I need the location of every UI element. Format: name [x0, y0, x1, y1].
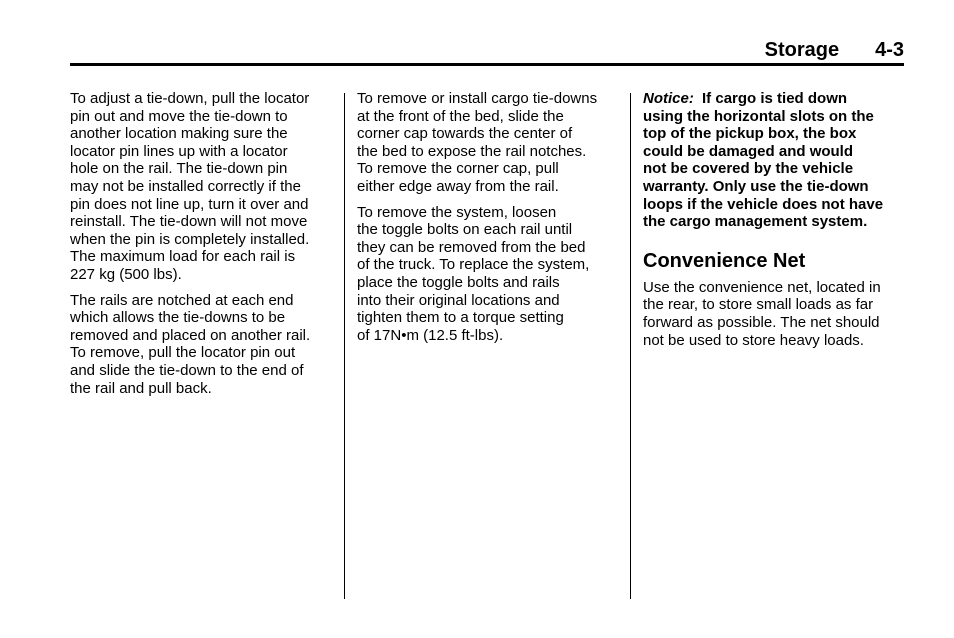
- text-line: and slide the tie-down to the end of: [70, 361, 304, 379]
- text-line: into their original locations and: [357, 291, 560, 309]
- text-line: loops if the vehicle does not have: [643, 195, 884, 213]
- notice-block: [643, 90, 905, 231]
- text-line: using the horizontal slots on the: [643, 107, 874, 125]
- text-line: place the toggle bolts and rails: [357, 273, 560, 291]
- text-line: of 17N•m (12.5 ft-lbs).: [357, 326, 504, 344]
- column-divider-right: [630, 93, 631, 599]
- text-line: either edge away from the rail.: [357, 177, 559, 195]
- text-line: tighten them to a torque setting: [357, 309, 564, 327]
- text-line: the toggle bolts on each rail until: [357, 221, 573, 239]
- text-line: locator pin lines up with a locator: [70, 142, 288, 160]
- text-line: not be covered by the vehicle: [643, 160, 854, 178]
- text-line: The maximum load for each rail is: [70, 248, 296, 266]
- column-right: [643, 90, 905, 357]
- text-line: To remove the corner cap, pull: [357, 160, 559, 178]
- paragraph-cargo-tie-downs: [357, 90, 619, 196]
- text-line: pin does not line up, turn it over and: [70, 195, 309, 213]
- text-line: at the front of the bed, slide the: [357, 107, 564, 125]
- text-line: Use the convenience net, located in: [643, 278, 881, 296]
- text-line: forward as possible. The net should: [643, 313, 880, 331]
- paragraph-adjust-tie-down: [70, 90, 332, 284]
- header-rule: [70, 63, 904, 66]
- text-line: pin out and move the tie-down to: [70, 107, 288, 125]
- text-line: top of the pickup box, the box: [643, 125, 857, 143]
- text-line: they can be removed from the bed: [357, 238, 586, 256]
- text-line: could be damaged and would: [643, 142, 854, 160]
- text-line: 227 kg (500 lbs).: [70, 265, 182, 283]
- page-header: [765, 38, 904, 62]
- column-divider-left: [344, 93, 345, 599]
- column-left: [70, 90, 332, 405]
- text-line: of the truck. To replace the system,: [357, 256, 590, 274]
- text-line: The rails are notched at each end: [70, 291, 294, 309]
- text-line: To remove, pull the locator pin out: [70, 344, 296, 362]
- text-line: warranty. Only use the tie-down: [643, 177, 869, 195]
- text-line: the rail and pull back.: [70, 379, 212, 397]
- notice-label: Notice:: [643, 90, 694, 107]
- text-line: To remove the system, loosen: [357, 203, 557, 221]
- text-line: the bed to expose the rail notches.: [357, 142, 587, 160]
- text-line: To remove or install cargo tie-downs: [357, 90, 598, 107]
- page-number: 4-3: [875, 39, 904, 61]
- text-line: the rear, to store small loads as far: [643, 296, 874, 314]
- text-line: To adjust a tie-down, pull the locator: [70, 90, 310, 107]
- section-heading-convenience-net: Convenience Net: [643, 249, 806, 272]
- text-line: the cargo management system.: [643, 213, 868, 231]
- text-line: may not be installed correctly if the: [70, 177, 301, 195]
- paragraph-rails-notched: [70, 292, 332, 398]
- text-line: which allows the tie-downs to be: [70, 309, 286, 327]
- text-line: another location making sure the: [70, 125, 288, 143]
- text-line: reinstall. The tie-down will not move: [70, 213, 308, 231]
- text-line: removed and placed on another rail.: [70, 326, 311, 344]
- text-line: hole on the rail. The tie-down pin: [70, 160, 288, 178]
- text-line: If cargo is tied down: [702, 90, 848, 107]
- text-line: corner cap towards the center of: [357, 125, 573, 143]
- paragraph-convenience-net: [643, 279, 905, 349]
- section-title: Storage: [764, 39, 840, 61]
- paragraph-remove-system: [357, 204, 619, 345]
- text-line: when the pin is completely installed.: [70, 230, 310, 248]
- text-line: not be used to store heavy loads.: [643, 331, 864, 349]
- column-middle: [357, 90, 619, 352]
